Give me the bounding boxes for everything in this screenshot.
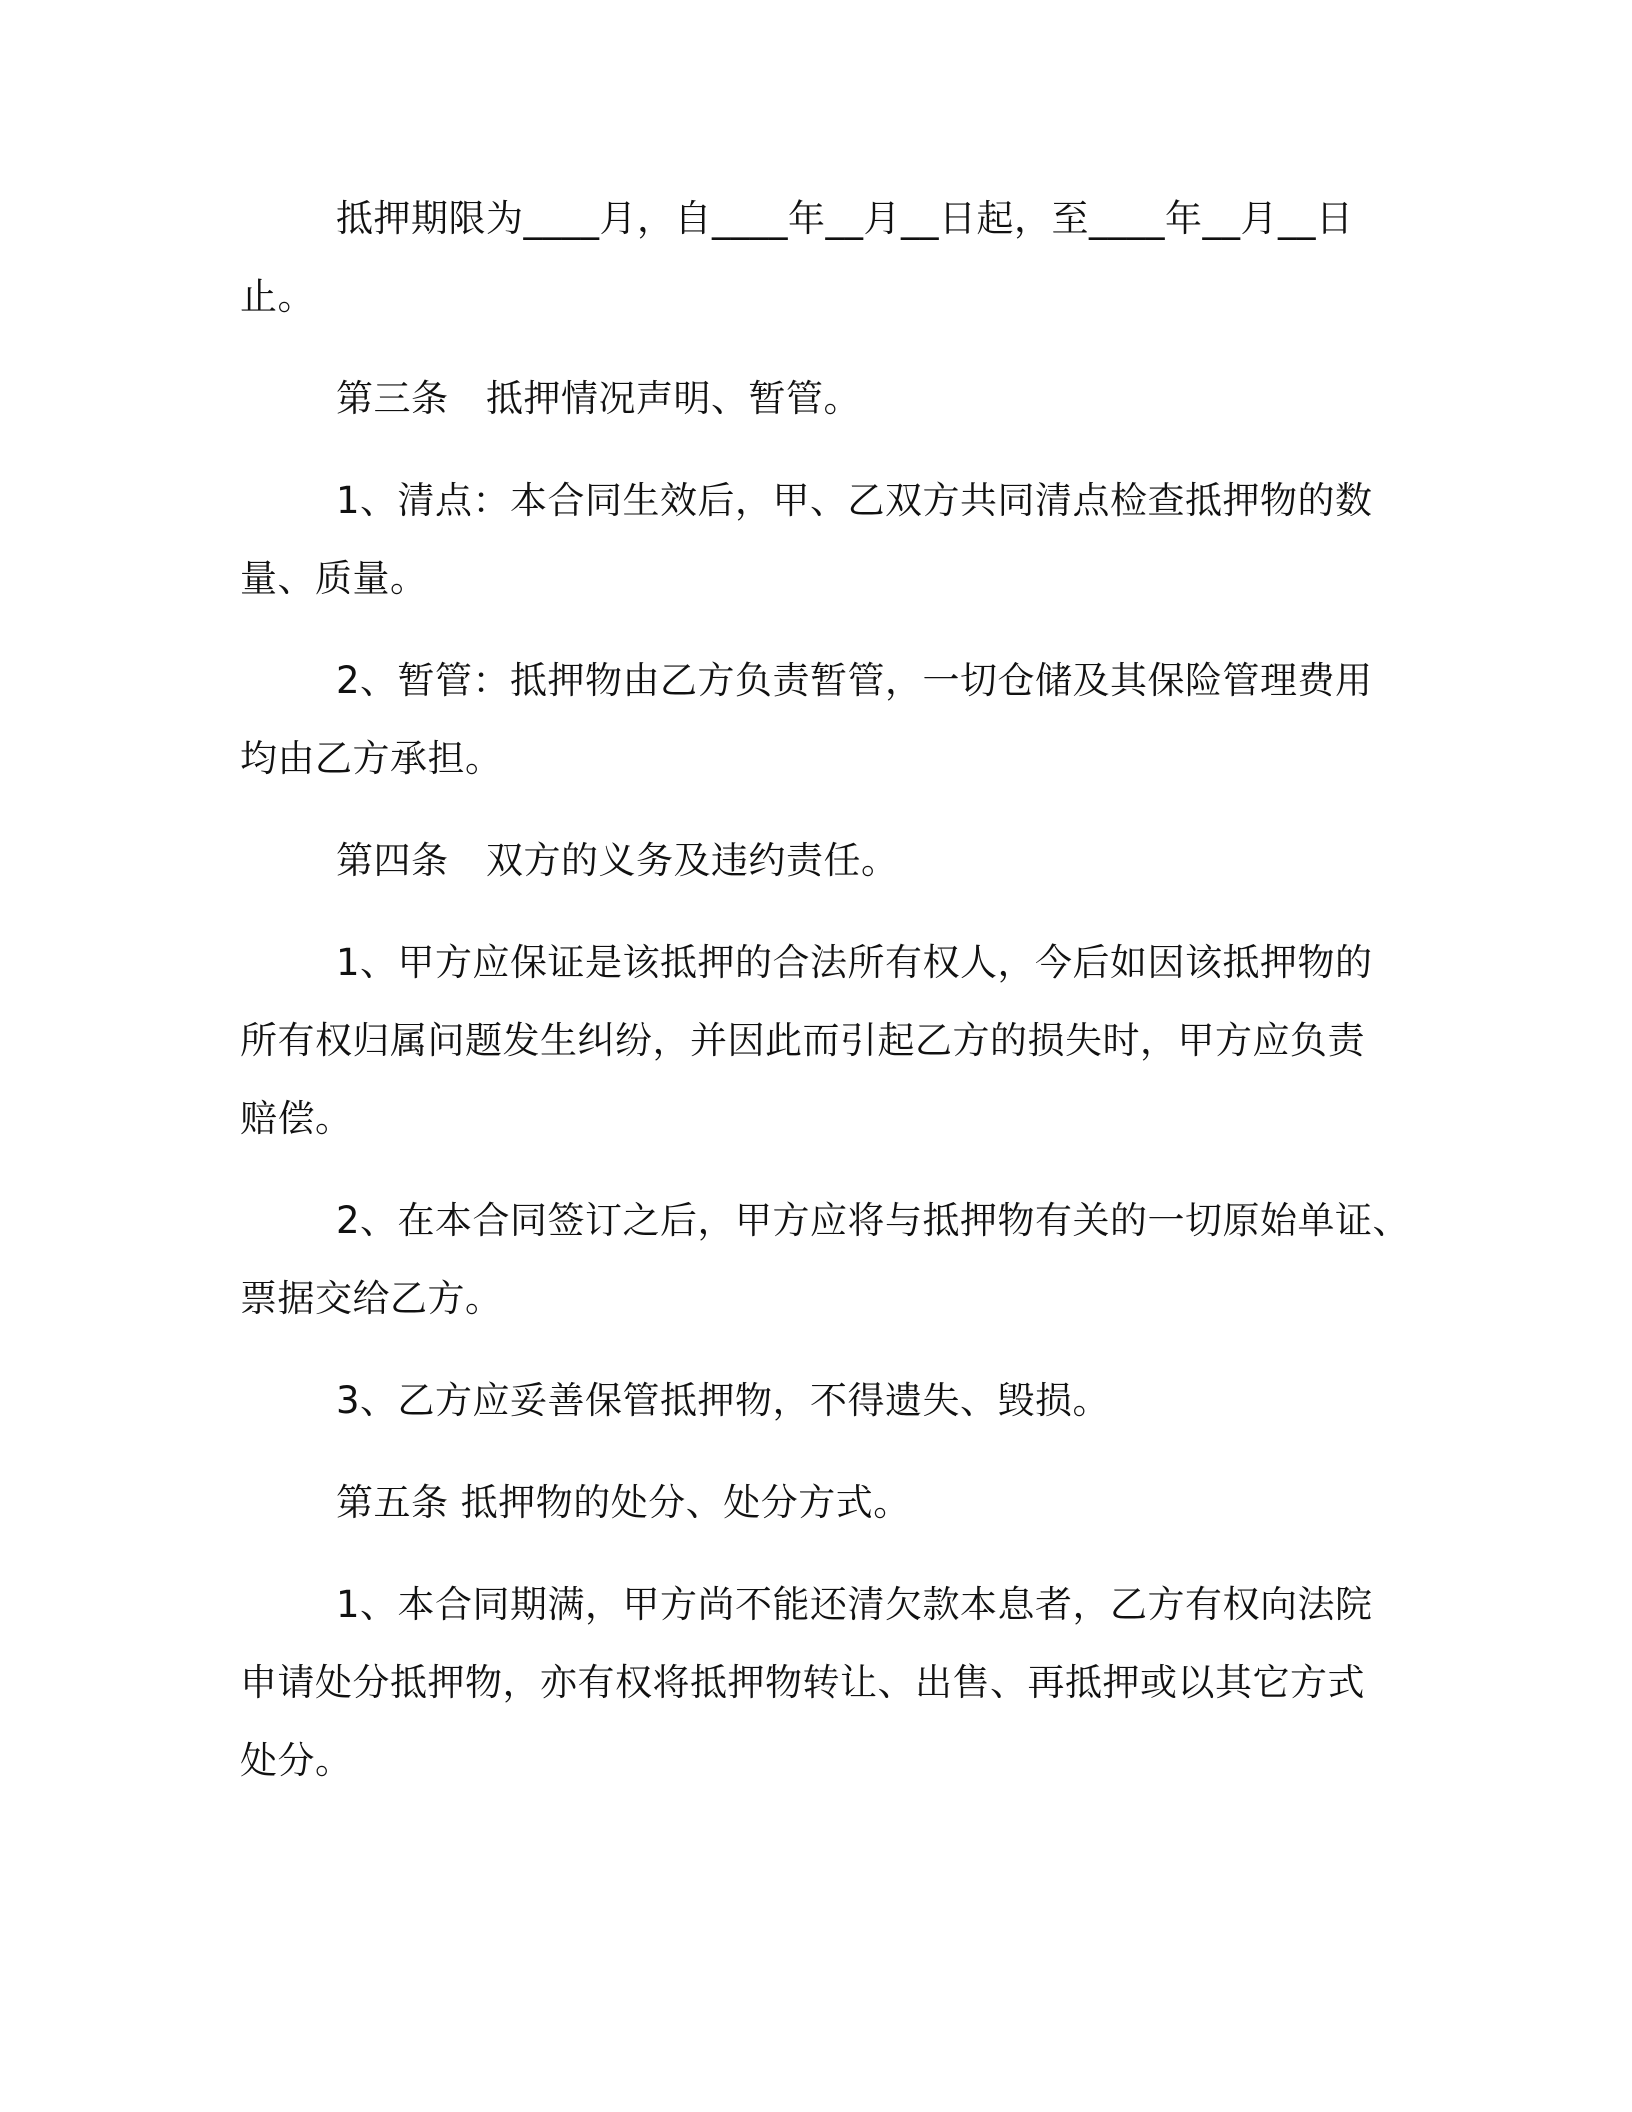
paragraph-line: 止。	[240, 275, 315, 318]
article-heading: 第五条 抵押物的处分、处分方式。	[336, 1481, 911, 1524]
paragraph-line: 1、本合同期满，甲方尚不能还清欠款本息者，乙方有权向法院	[336, 1583, 1373, 1626]
paragraph-line: 均由乙方承担。	[240, 737, 503, 780]
paragraph-line: 抵押期限为____月，自____年__月__日起，至____年__月__日	[336, 197, 1354, 240]
paragraph-line: 1、甲方应保证是该抵押的合法所有权人，今后如因该抵押物的	[336, 941, 1373, 984]
paragraph-line: 票据交给乙方。	[240, 1277, 503, 1320]
paragraph-line: 赔偿。	[240, 1097, 353, 1140]
article-heading: 第四条 双方的义务及违约责任。	[336, 839, 899, 882]
paragraph-line: 2、暂管：抵押物由乙方负责暂管，一切仓储及其保险管理费用	[336, 659, 1373, 702]
paragraph-line: 量、质量。	[240, 557, 428, 600]
paragraph-line: 1、清点：本合同生效后，甲、乙双方共同清点检查抵押物的数	[336, 479, 1373, 522]
paragraph-line: 处分。	[240, 1739, 353, 1782]
paragraph-line: 2、在本合同签订之后，甲方应将与抵押物有关的一切原始单证、	[336, 1199, 1411, 1242]
paragraph-line: 3、乙方应妥善保管抵押物，不得遗失、毁损。	[336, 1379, 1111, 1422]
article-heading: 第三条 抵押情况声明、暂管。	[336, 377, 861, 420]
paragraph-line: 所有权归属问题发生纠纷，并因此而引起乙方的损失时，甲方应负责	[240, 1019, 1365, 1062]
paragraph-line: 申请处分抵押物，亦有权将抵押物转让、出售、再抵押或以其它方式	[240, 1661, 1365, 1704]
